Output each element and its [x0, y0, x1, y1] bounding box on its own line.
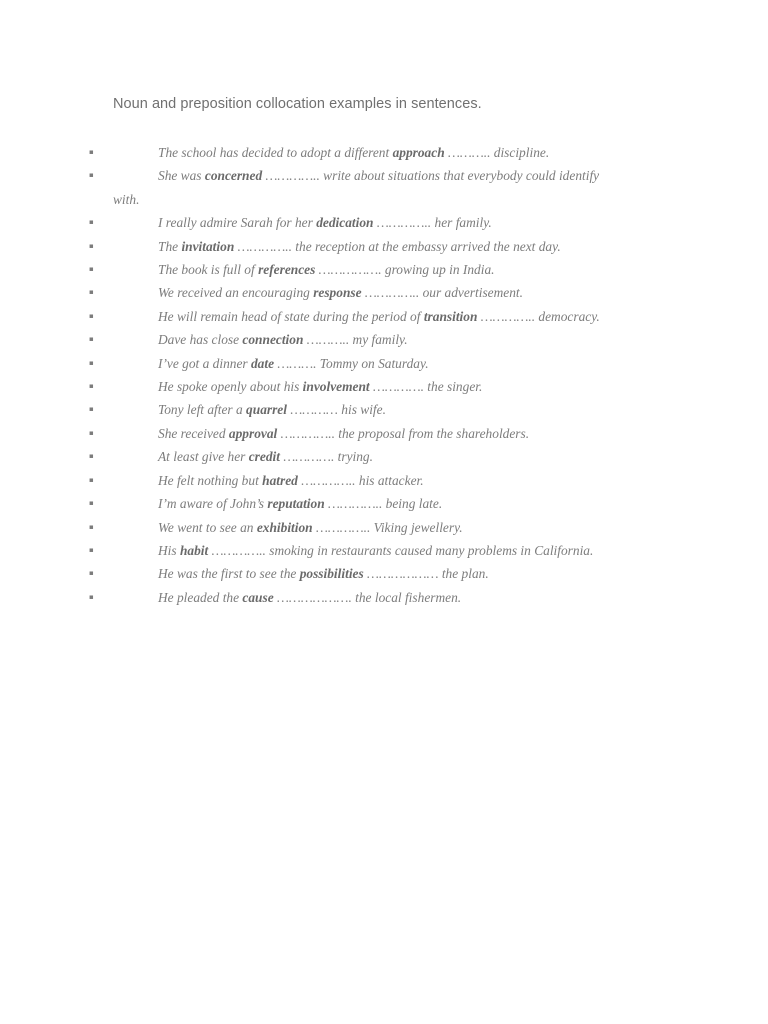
- bullet-icon: ▪: [89, 171, 94, 180]
- sentence-text: [113, 398, 618, 421]
- sentence-end: ………….. the reception at the embassy arrived the next day.: [234, 238, 561, 254]
- sentence-start: The book is full of: [158, 262, 259, 278]
- collocation-noun: habit: [179, 542, 209, 558]
- collocation-noun: dedication: [316, 215, 374, 231]
- sentence-start: We received an encouraging: [158, 285, 314, 301]
- bullet-icon: ▪: [89, 452, 94, 461]
- collocation-noun: credit: [248, 449, 280, 465]
- bullet-icon: ▪: [89, 148, 94, 156]
- collocation-noun: exhibition: [256, 519, 313, 535]
- page-title: Noun and preposition collocation examples in sentences.: [113, 96, 482, 112]
- list-item: [0, 352, 768, 375]
- list-item: [0, 211, 768, 234]
- collocation-noun: invitation: [181, 238, 235, 254]
- sentence-start: His: [158, 542, 180, 558]
- sentence-text: [113, 516, 618, 539]
- collocation-noun: connection: [242, 332, 304, 348]
- bullet-icon: ▪: [89, 358, 94, 367]
- collocation-noun: approach: [392, 145, 445, 160]
- sentence-start: He felt nothing but: [158, 472, 263, 488]
- sentence-start: I’m aware of John’s: [158, 496, 268, 512]
- sentence-end: ………….. her family.: [373, 215, 492, 231]
- sentence-start: I’ve got a dinner: [158, 355, 251, 371]
- sentence-start: The school has decided to adopt a different: [158, 145, 393, 160]
- bullet-icon: ▪: [89, 405, 94, 414]
- sentence-end: ……………… the plan.: [363, 566, 489, 582]
- sentence-text: [113, 562, 618, 585]
- list-item: [0, 586, 768, 609]
- list-item: [0, 258, 768, 281]
- bullet-icon: ▪: [89, 382, 94, 391]
- collocation-noun: quarrel: [246, 402, 287, 418]
- sentence-end: ……………. growing up in India.: [315, 262, 495, 278]
- sentence-text: [113, 445, 618, 468]
- sentence-text: [113, 492, 618, 515]
- sentence-text: [113, 281, 618, 304]
- bullet-icon: ▪: [89, 335, 94, 344]
- list-item: [0, 469, 768, 492]
- sentence-end: ……….. my family.: [303, 332, 408, 348]
- sentence-end: ………….. smoking in restaurants caused many problems in California.: [208, 542, 594, 558]
- sentence-text: [113, 539, 618, 562]
- list-item: [0, 164, 768, 211]
- list-item: [0, 141, 768, 164]
- list-item: [0, 305, 768, 328]
- bullet-icon: ▪: [89, 288, 94, 297]
- sentence-text: [113, 328, 618, 351]
- sentence-start: She received: [158, 425, 229, 441]
- sentence-start: He will remain head of state during the period of: [158, 308, 424, 324]
- bullet-icon: ▪: [89, 265, 94, 274]
- collocation-noun: reputation: [267, 496, 325, 512]
- sentence-end: ………….. write about situations that everybody could identify with.: [113, 168, 600, 207]
- sentence-text: [113, 469, 618, 492]
- sentence-text: [113, 235, 618, 258]
- list-item: [0, 562, 768, 585]
- collocation-noun: approval: [228, 425, 278, 441]
- list-item: [0, 492, 768, 515]
- sentence-text: [113, 352, 618, 375]
- sentence-start: He was the first to see the: [158, 566, 300, 582]
- sentence-start: Dave has close: [158, 332, 243, 348]
- list-item: [0, 445, 768, 468]
- sentence-text: [113, 422, 618, 445]
- sentence-start: She was: [158, 168, 205, 184]
- sentence-start: I really admire Sarah for her: [158, 215, 317, 231]
- sentence-start: The: [158, 238, 182, 254]
- collocation-noun: involvement: [302, 379, 370, 395]
- sentence-text: [113, 164, 618, 211]
- sentence-text: [113, 305, 618, 328]
- bullet-icon: ▪: [89, 311, 94, 320]
- list-item: [0, 235, 768, 258]
- collocation-noun: possibilities: [299, 566, 364, 582]
- sentence-end: ………….. democracy.: [477, 308, 600, 324]
- sentence-start: He pleaded the: [158, 589, 243, 605]
- list-item: [0, 539, 768, 562]
- collocation-noun: transition: [423, 308, 478, 324]
- sentence-end: ………….. the proposal from the shareholders.: [277, 425, 530, 441]
- bullet-icon: ▪: [89, 428, 94, 437]
- collocation-noun: date: [250, 355, 275, 371]
- sentence-end: ………….. our advertisement.: [361, 285, 523, 301]
- collocation-noun: concerned: [204, 168, 263, 184]
- bullet-icon: ▪: [89, 499, 94, 508]
- collocation-list: [0, 141, 768, 609]
- bullet-icon: ▪: [89, 218, 94, 227]
- sentence-end: ………………. the local fishermen.: [273, 589, 462, 605]
- sentence-text: [113, 211, 618, 234]
- bullet-icon: ▪: [89, 522, 94, 531]
- sentence-end: ………… his wife.: [286, 402, 386, 418]
- list-item: [0, 375, 768, 398]
- collocation-noun: cause: [242, 589, 274, 605]
- sentence-end: …………. trying.: [279, 449, 373, 465]
- sentence-start: He spoke openly about his: [158, 379, 303, 395]
- sentence-end: ………….. his attacker.: [297, 472, 424, 488]
- sentence-text: [113, 375, 618, 398]
- collocation-noun: response: [313, 285, 362, 301]
- bullet-icon: ▪: [89, 592, 94, 601]
- sentence-text: [113, 141, 618, 164]
- list-item: [0, 516, 768, 539]
- list-item: [0, 398, 768, 421]
- bullet-icon: ▪: [89, 569, 94, 578]
- list-item: [0, 281, 768, 304]
- sentence-end: ………. Tommy on Saturday.: [274, 355, 429, 371]
- sentence-start: At least give her: [158, 449, 249, 465]
- collocation-noun: references: [258, 262, 316, 278]
- collocation-noun: hatred: [262, 472, 298, 488]
- sentence-end: ……….. discipline.: [444, 145, 550, 160]
- list-item: [0, 328, 768, 351]
- bullet-icon: ▪: [89, 241, 94, 250]
- sentence-end: ………….. Viking jewellery.: [312, 519, 463, 535]
- sentence-end: …………. the singer.: [369, 379, 483, 395]
- sentence-end: ………….. being late.: [324, 496, 443, 512]
- list-item: [0, 422, 768, 445]
- sentence-start: We went to see an: [158, 519, 257, 535]
- sentence-text: [113, 258, 618, 281]
- sentence-start: Tony left after a: [158, 402, 247, 418]
- bullet-icon: ▪: [89, 545, 94, 554]
- sentence-text: [113, 586, 618, 609]
- bullet-icon: ▪: [89, 475, 94, 484]
